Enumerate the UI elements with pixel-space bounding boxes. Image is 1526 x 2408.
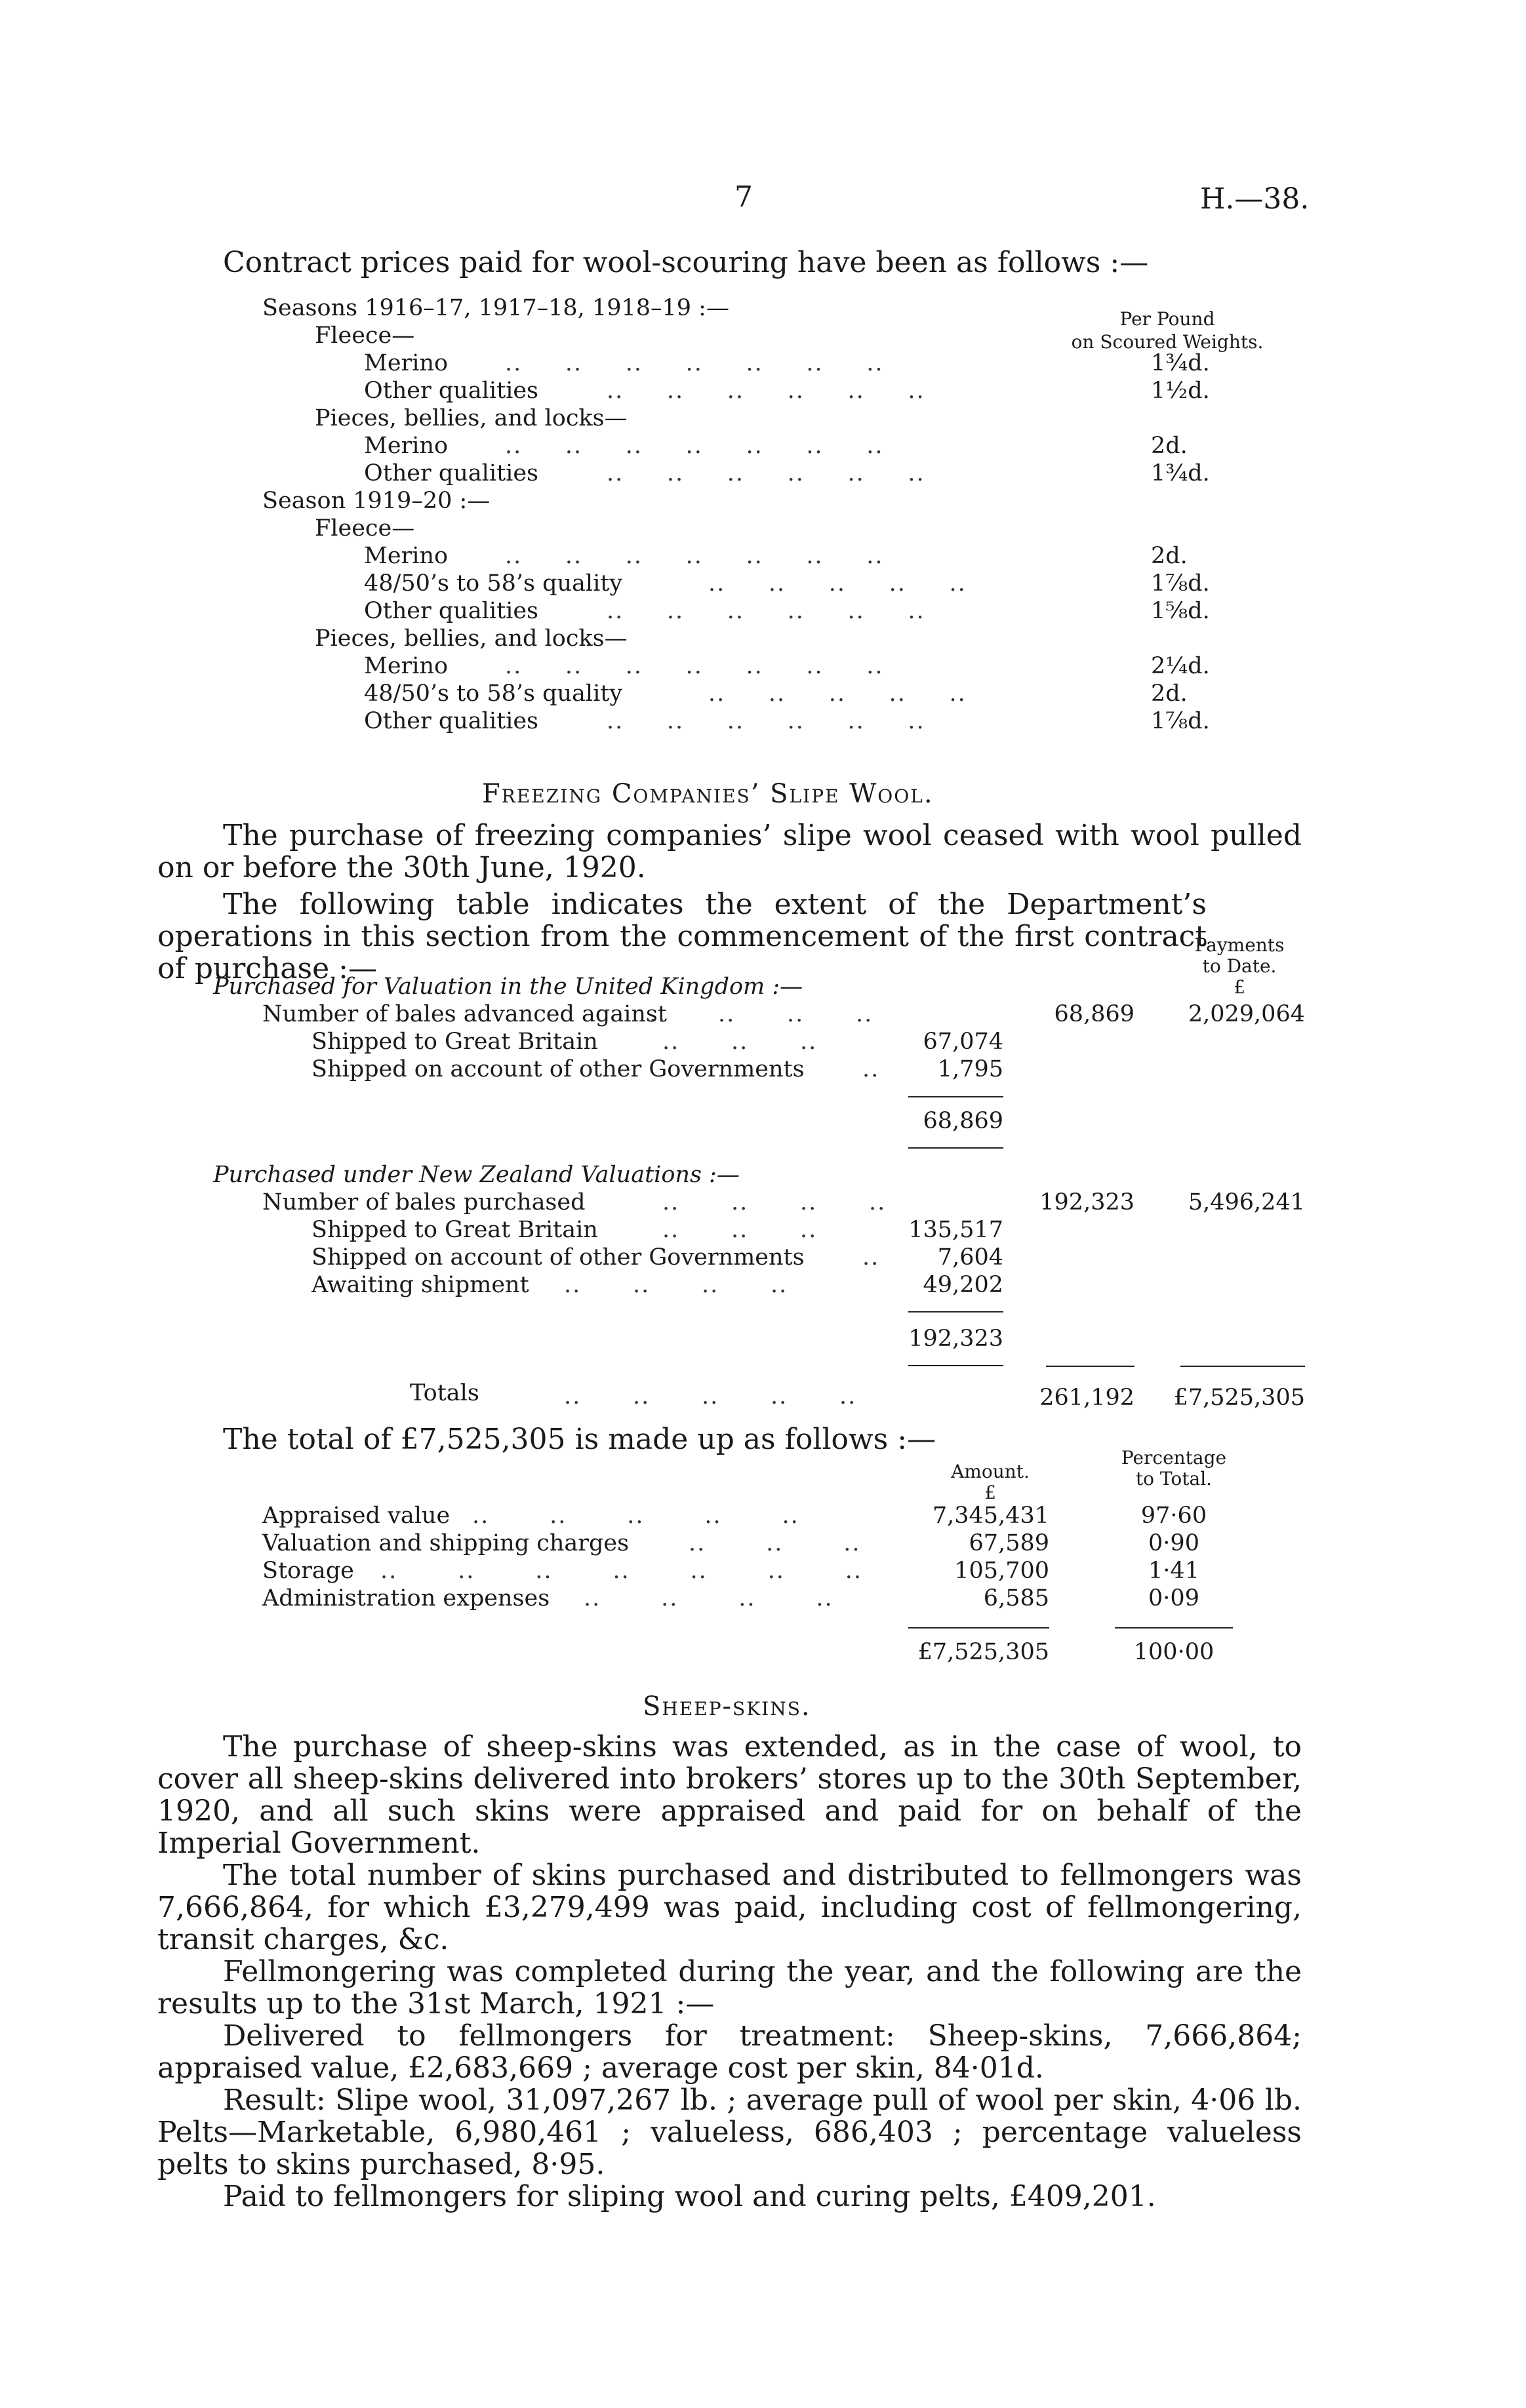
price-value: 2¼d. (1151, 653, 1210, 679)
leader-dots: .. .. .. .. .. .. (607, 708, 925, 734)
totals-rule (1046, 1366, 1134, 1367)
amount-value: 105,700 (954, 1558, 1049, 1584)
sheepskins-text: The purchase of sheep-skins was extended, as in the case of wool, to cover all sheep-skins delivered into brokers’ stores up to the 30th September, 1920, and all such skins were appraised and paid for on behalf of the Imperial Government. The total number of skins purchased and distributed to fellmongers was 7,666,864, for which £3,279,499 was paid, including cost of fellmongering, transit charges, &c. Fellmongering was completed during the year, and the following are the results up to the 31st March, 1921 :— Delivered to fellmongers for treatment: Sheep-skins, 7,666,864; appraised value, £2,683,669 ; average cost per skin, 84·01d. Result: Slipe wool, 31,097,267 lb. ; average pull of wool per skin, 4·06 lb. Pelts—Marketable, 6,980,461 ; valueless, 686,403 ; percentage valueless pelts to skins purchased, 8·95. Paid to fellmongers for sliping wool and curing pelts, £409,201. (157, 1730, 1302, 2213)
row-label: Number of bales purchased (262, 1189, 586, 1215)
percentage-heading: Percentage (1121, 1447, 1227, 1469)
leader-dots: .. .. .. (689, 1530, 861, 1556)
leader-dots: .. .. .. .. (564, 1272, 788, 1298)
fleece-subheading: Fleece— (315, 515, 415, 542)
row-label: Shipped to Great Britain (311, 1217, 598, 1243)
leader-dots: .. (862, 1056, 880, 1082)
amount-value: 7,345,431 (932, 1503, 1049, 1529)
row-label: Shipped on account of other Governments (311, 1056, 805, 1082)
totals-bales: 261,192 (1039, 1385, 1134, 1411)
leader-dots: .. .. .. .. .. (708, 681, 967, 707)
scouring-intro: Contract prices paid for wool-scouring have been as follows :— (223, 246, 1149, 279)
leader-dots: .. .. .. .. .. .. (607, 378, 925, 404)
slipe-paragraph-2: The following table indicates the extent of the Department’s operations in this section from the commencement of the first contract of purchase :— (157, 888, 1207, 985)
row-label: Other qualities (364, 460, 539, 486)
leader-dots: .. .. .. .. .. (564, 1383, 857, 1410)
sum-rule (908, 1627, 1049, 1628)
leader-dots: .. .. .. .. (584, 1585, 833, 1611)
leader-dots: .. .. .. .. .. .. .. (505, 350, 884, 376)
nz-valuation-heading: Purchased under New Zealand Valuations :— (213, 1162, 740, 1188)
season-1919-heading: Season 1919–20 :— (262, 488, 491, 514)
row-label: Number of bales advanced against (262, 1001, 667, 1027)
price-value: 1⅝d. (1151, 598, 1210, 624)
leader-dots: .. .. .. .. .. .. .. (505, 543, 884, 569)
row-label: Administration expenses (262, 1585, 550, 1611)
row-label: 48/50’s to 58’s quality (364, 681, 623, 707)
leader-dots: .. .. .. .. .. .. (607, 598, 925, 624)
leader-dots: .. .. .. .. .. (708, 570, 967, 597)
pieces-subheading: Pieces, bellies, and locks— (315, 405, 628, 431)
shipment-value: 7,604 (937, 1244, 1003, 1271)
amount-unit: £ (984, 1482, 996, 1503)
row-label: Other qualities (364, 598, 539, 624)
price-value: 1⅞d. (1151, 570, 1210, 597)
payments-unit: £ (1234, 976, 1245, 998)
shipment-value: 1,795 (937, 1056, 1003, 1082)
leader-dots: .. .. .. .. (662, 1189, 887, 1215)
percentage-value: 97·60 (1140, 1503, 1207, 1529)
price-value: 1¾d. (1151, 460, 1210, 486)
amount-value: 6,585 (983, 1585, 1049, 1611)
amount-heading: Amount. (951, 1461, 1030, 1482)
price-value: 1¾d. (1151, 350, 1210, 376)
percentage-value: 0·90 (1148, 1530, 1199, 1556)
leader-dots: .. .. .. .. .. .. .. (505, 433, 884, 459)
row-label: Merino (364, 543, 449, 569)
row-label: Storage (262, 1558, 354, 1584)
fleece-subheading: Fleece— (315, 323, 415, 349)
leader-dots: .. (862, 1244, 880, 1271)
row-label: Appraised value (262, 1503, 451, 1529)
slipe-paragraph-1: The purchase of freezing companies’ slipe wool ceased with wool pulled on or before the 30th June, 1920. (157, 819, 1302, 884)
slipe-section-heading: Freezing Companies’ Slipe Wool. (482, 779, 934, 809)
payments-value: 5,496,241 (1188, 1189, 1305, 1215)
leader-dots: .. .. .. (662, 1029, 818, 1055)
sum-percentage: 100·00 (1133, 1639, 1215, 1665)
shipment-value: 135,517 (908, 1217, 1003, 1243)
subtotal-rule (908, 1147, 1003, 1149)
to-date-heading: to Date. (1202, 955, 1277, 977)
per-pound-heading: Per Pound (1119, 308, 1215, 330)
leader-dots: .. .. .. .. .. .. .. (505, 653, 884, 679)
shipment-value: 49,202 (923, 1272, 1003, 1298)
pieces-subheading: Pieces, bellies, and locks— (315, 625, 628, 652)
row-label: 48/50’s to 58’s quality (364, 570, 623, 597)
payments-value: 2,029,064 (1188, 1001, 1305, 1027)
bales-count: 192,323 (1039, 1189, 1134, 1215)
leader-dots: .. .. .. (662, 1217, 818, 1243)
totals-label: Totals (410, 1380, 479, 1406)
price-value: 1½d. (1151, 378, 1210, 404)
payments-heading: Payments (1194, 934, 1285, 956)
to-total-heading: to Total. (1135, 1468, 1213, 1490)
row-label: Merino (364, 350, 449, 376)
sum-amount: £7,525,305 (917, 1639, 1049, 1665)
row-label: Shipped on account of other Governments (311, 1244, 805, 1271)
price-value: 2d. (1151, 543, 1188, 569)
percentage-value: 0·09 (1148, 1585, 1199, 1611)
leader-dots: .. .. .. .. .. .. (607, 460, 925, 486)
price-value: 2d. (1151, 681, 1188, 707)
totals-payments: £7,525,305 (1173, 1385, 1305, 1411)
made-up-intro: The total of £7,525,305 is made up as follows :— (223, 1423, 936, 1456)
sum-rule (1115, 1627, 1233, 1628)
shipment-value: 67,074 (923, 1029, 1003, 1055)
nz-subtotal: 192,323 (908, 1326, 1003, 1352)
bales-count: 68,869 (1054, 1001, 1134, 1027)
row-label: Other qualities (364, 708, 539, 734)
leader-dots: .. .. .. .. .. .. .. (380, 1558, 863, 1584)
uk-subtotal: 68,869 (923, 1108, 1003, 1134)
row-label: Merino (364, 433, 449, 459)
uk-valuation-heading: Purchased for Valuation in the United Kingdom :— (213, 974, 803, 1000)
row-label: Merino (364, 653, 449, 679)
row-label: Valuation and shipping charges (262, 1530, 630, 1556)
price-value: 2d. (1151, 433, 1188, 459)
price-value: 1⅞d. (1151, 708, 1210, 734)
season-1916-heading: Seasons 1916–17, 1917–18, 1918–19 :— (262, 295, 729, 321)
row-label: Awaiting shipment (311, 1272, 529, 1298)
row-label: Shipped to Great Britain (311, 1029, 598, 1055)
leader-dots: .. .. .. .. (649, 1001, 873, 1027)
scoured-weights-heading: on Scoured Weights. (1071, 331, 1264, 353)
leader-dots: .. .. .. .. .. (472, 1503, 799, 1529)
subtotal-rule (908, 1311, 1003, 1313)
totals-rule (1180, 1366, 1305, 1367)
percentage-value: 1·41 (1148, 1558, 1199, 1584)
document-reference: H.—38. (1200, 182, 1310, 216)
subtotal-rule (908, 1096, 1003, 1097)
subtotal-rule (908, 1365, 1003, 1366)
row-label: Other qualities (364, 378, 539, 404)
sheepskins-heading: Sheep-skins. (643, 1691, 811, 1722)
amount-value: 67,589 (969, 1530, 1049, 1556)
page-number: 7 (734, 180, 753, 214)
